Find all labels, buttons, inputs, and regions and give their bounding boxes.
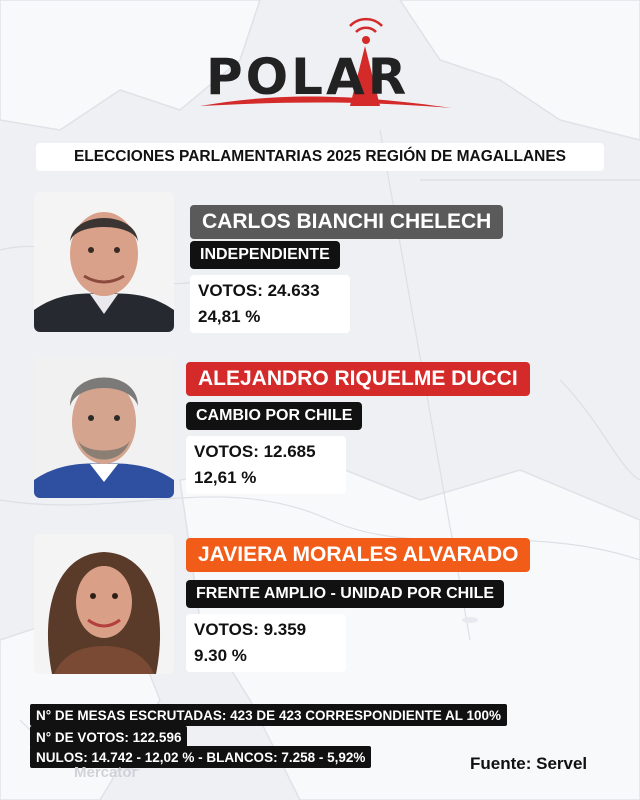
candidate-1-votes: VOTOS: 24.633 [198,281,320,300]
candidate-3-stats [186,614,346,672]
candidate-2-percent: 12,61 % [194,468,257,487]
candidate-1-percent: 24,81 % [198,307,261,326]
candidate-3-percent: 9.30 % [194,646,247,665]
candidate-2-party: CAMBIO POR CHILE [186,402,362,430]
candidate-1-party: INDEPENDIENTE [190,241,340,269]
footer-mesas: N° DE MESAS ESCRUTADAS: 423 DE 423 CORRESPONDIENTE AL 100% [30,704,507,726]
candidate-3-name: JAVIERA MORALES ALVARADO [186,538,530,572]
candidate-1-stats [190,275,350,333]
candidate-3-votes: VOTOS: 9.359 [194,620,307,639]
candidate-3-photo [34,534,174,674]
candidate-2-photo [34,358,174,498]
candidate-2-stats [186,436,346,494]
source-credit: Fuente: Servel [470,754,588,773]
candidate-2-votes: VOTOS: 12.685 [194,442,316,461]
footer-votos: N° DE VOTOS: 122.596 [30,726,187,748]
candidate-3-party: FRENTE AMPLIO - UNIDAD POR CHILE [186,580,504,608]
candidate-2-name: ALEJANDRO RIQUELME DUCCI [186,362,530,396]
candidate-1-name: CARLOS BIANCHI CHELECH [190,205,503,239]
logo-wordmark: POLAR [206,48,410,106]
map-watermark: Mercator [74,764,138,781]
candidate-1-photo [34,192,174,332]
polar-logo [190,14,460,114]
footer-nulos-blancos: NULOS: 14.742 - 12,02 % - BLANCOS: 7.258 - 5,92% [30,746,371,768]
page-title: ELECCIONES PARLAMENTARIAS 2025 REGIÓN DE MAGALLANES [36,143,604,171]
